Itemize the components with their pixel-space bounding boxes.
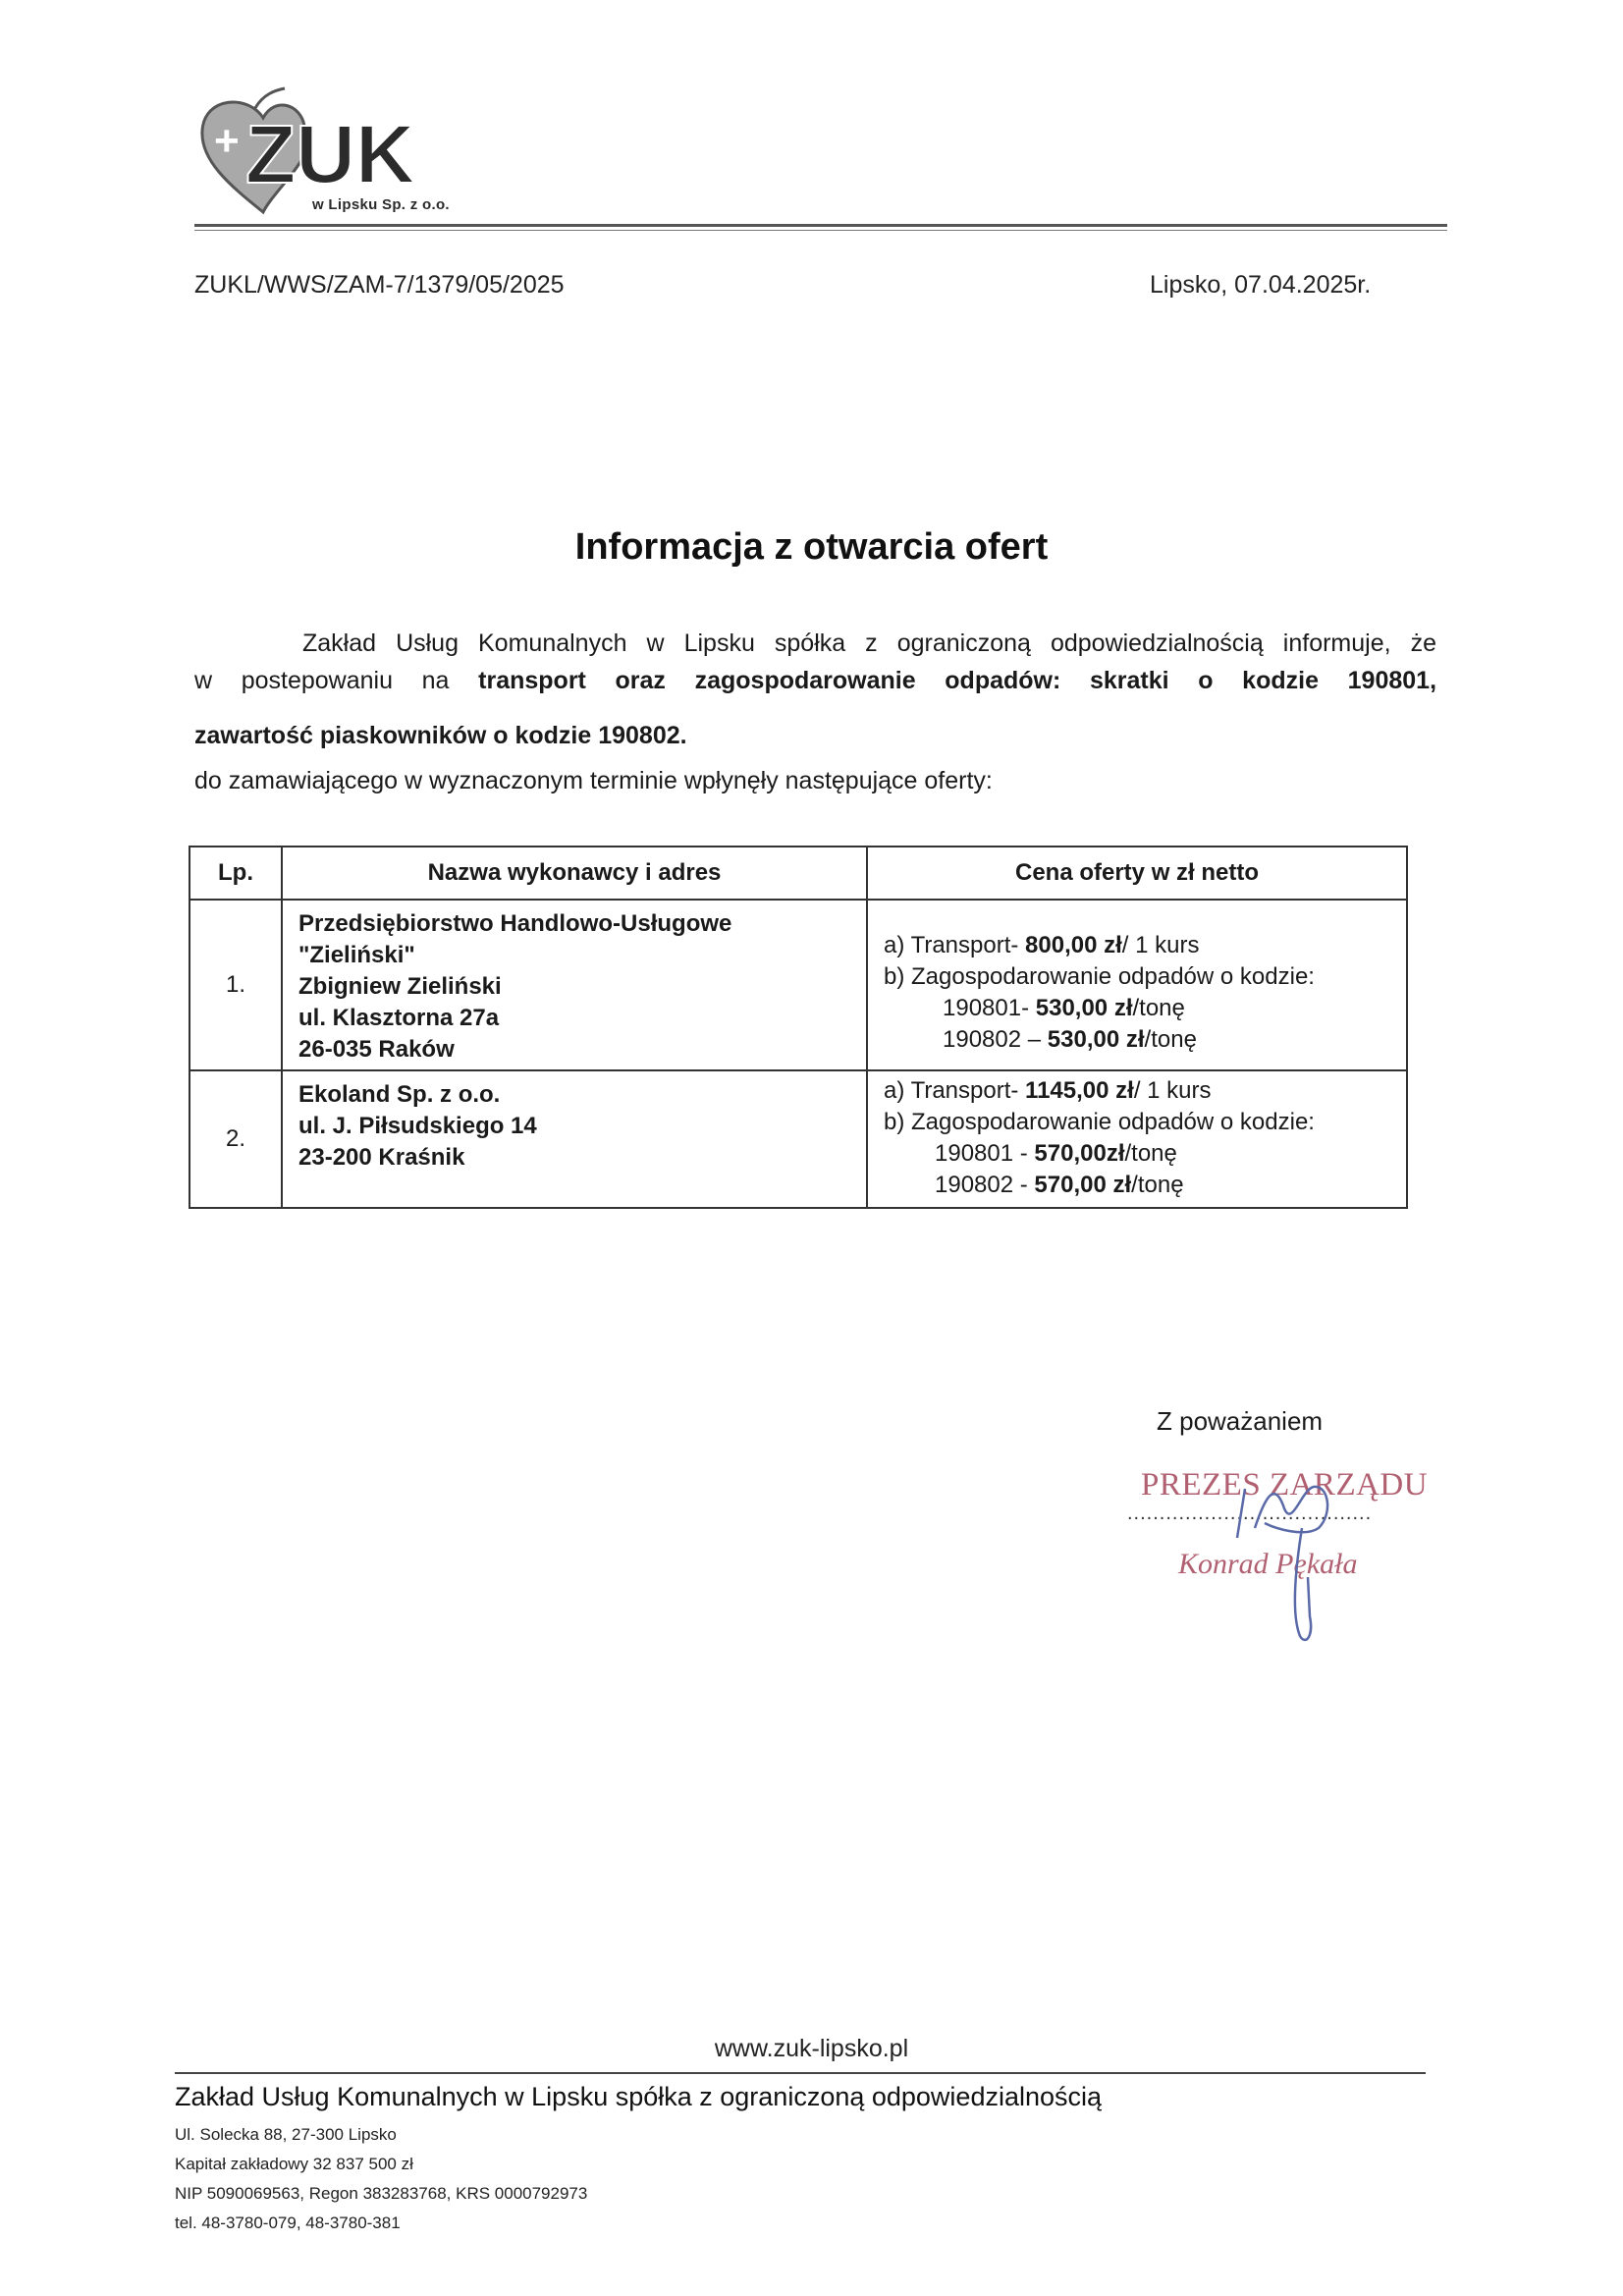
price-unit: / 1 kurs (1133, 1077, 1212, 1104)
price-code: 190801 - (935, 1140, 1035, 1167)
price-cell (867, 900, 1407, 1070)
contractor-line: "Zieliński" (298, 942, 415, 968)
footer-divider (175, 2072, 1426, 2074)
contractor-cell (282, 1070, 867, 1208)
stamp-dotted-line: ...................................... (1127, 1503, 1373, 1524)
intro-line-2-plain: w postepowaniu na (194, 667, 479, 694)
price-code-190802 (884, 1024, 1390, 1056)
stamp-title: PREZES ZARZĄDU (1141, 1467, 1429, 1503)
price-transport (884, 930, 1390, 961)
contractor-line: 26-035 Raków (298, 1036, 455, 1063)
logo-plus-sign: + (214, 117, 240, 165)
price-code: 190802 – (943, 1026, 1048, 1053)
price-disposal-label: b) Zagospodarowanie odpadów o kodzie: (884, 963, 1315, 990)
logo-wordmark: ZUK (245, 108, 415, 200)
price-value: 570,00 zł (1034, 1172, 1132, 1198)
price-label: a) Transport- (884, 1077, 1026, 1104)
header-contractor: Nazwa wykonawcy i adres (282, 847, 867, 900)
stamp-name: Konrad Pękała (1178, 1548, 1358, 1580)
table-header-row (189, 847, 1407, 900)
price-unit: /tonę (1131, 1172, 1184, 1198)
price-unit: /tonę (1132, 995, 1185, 1021)
intro-line-2 (194, 662, 1436, 699)
table-row (189, 1070, 1407, 1208)
header-divider (194, 224, 1447, 227)
offers-table (189, 846, 1408, 1209)
price-label: a) Transport- (884, 932, 1026, 958)
price-code: 190801- (943, 995, 1036, 1021)
header-price: Cena oferty w zł netto (867, 847, 1407, 900)
document-date: Lipsko, 07.04.2025r. (1150, 271, 1372, 299)
price-code-190801 (884, 993, 1390, 1024)
footer-capital: Kapitał zakładowy 32 837 500 zł (175, 2155, 413, 2173)
price-value: 800,00 zł (1025, 932, 1122, 958)
document-title: Informacja z otwarcia ofert (574, 526, 1049, 568)
footer-phone: tel. 48-3780-079, 48-3780-381 (175, 2214, 401, 2232)
price-value: 530,00 zł (1035, 995, 1133, 1021)
contractor-line: Zbigniew Zieliński (298, 973, 502, 1000)
row-number: 2. (189, 1070, 282, 1208)
intro-line-3-bold: zawartość piaskowników o kodzie 190802. (194, 722, 687, 749)
handwritten-signature (1127, 1469, 1441, 1666)
closing-regards: Z poważaniem (1157, 1406, 1324, 1436)
price-disposal-label: b) Zagospodarowanie odpadów o kodzie: (884, 1109, 1315, 1135)
contractor-line: ul. J. Piłsudskiego 14 (298, 1113, 537, 1139)
footer-registration-ids: NIP 5090069563, Regon 383283768, KRS 0000792973 (175, 2184, 588, 2203)
header-divider-thin (194, 230, 1447, 231)
header-lp: Lp. (189, 847, 282, 900)
table-row (189, 900, 1407, 1070)
logo-company-name: w Lipsku Sp. z o.o. (312, 196, 450, 213)
price-cell (867, 1070, 1407, 1208)
contractor-line: 23-200 Kraśnik (298, 1144, 465, 1171)
contractor-cell (282, 900, 867, 1070)
contractor-line: Przedsiębiorstwo Handlowo-Usługowe (298, 910, 732, 937)
intro-line-2-bold: transport oraz zagospodarowanie odpadów: skratki o kodzie 190801, (478, 667, 1437, 694)
intro-line-4: do zamawiającego w wyznaczonym terminie wpłynęły następujące oferty: (194, 767, 993, 794)
footer-website: www.zuk-lipsko.pl (714, 2035, 909, 2062)
price-value: 1145,00 zł (1025, 1077, 1134, 1104)
contractor-line: ul. Klasztorna 27a (298, 1005, 500, 1031)
price-code-190802 (884, 1170, 1390, 1201)
footer-company-name: Zakład Usług Komunalnych w Lipsku spółka z ograniczoną odpowiedzialnością (175, 2082, 1103, 2111)
document-reference: ZUKL/WWS/ZAM-7/1379/05/2025 (194, 271, 565, 299)
intro-line-1: Zakład Usług Komunalnych w Lipsku spółka z ograniczoną odpowiedzialnością informuje, że (302, 629, 1436, 657)
price-code-190801 (884, 1138, 1390, 1170)
price-unit: /tonę (1144, 1026, 1197, 1053)
contractor-line: Ekoland Sp. z o.o. (298, 1081, 501, 1108)
row-number: 1. (189, 900, 282, 1070)
price-unit: / 1 kurs (1121, 932, 1200, 958)
price-value: 570,00zł (1034, 1140, 1125, 1167)
price-transport (884, 1075, 1390, 1107)
price-unit: /tonę (1124, 1140, 1177, 1167)
price-code: 190802 - (935, 1172, 1035, 1198)
footer-address: Ul. Solecka 88, 27-300 Lipsko (175, 2125, 397, 2144)
intro-line-3 (194, 717, 1436, 754)
price-value: 530,00 zł (1047, 1026, 1145, 1053)
